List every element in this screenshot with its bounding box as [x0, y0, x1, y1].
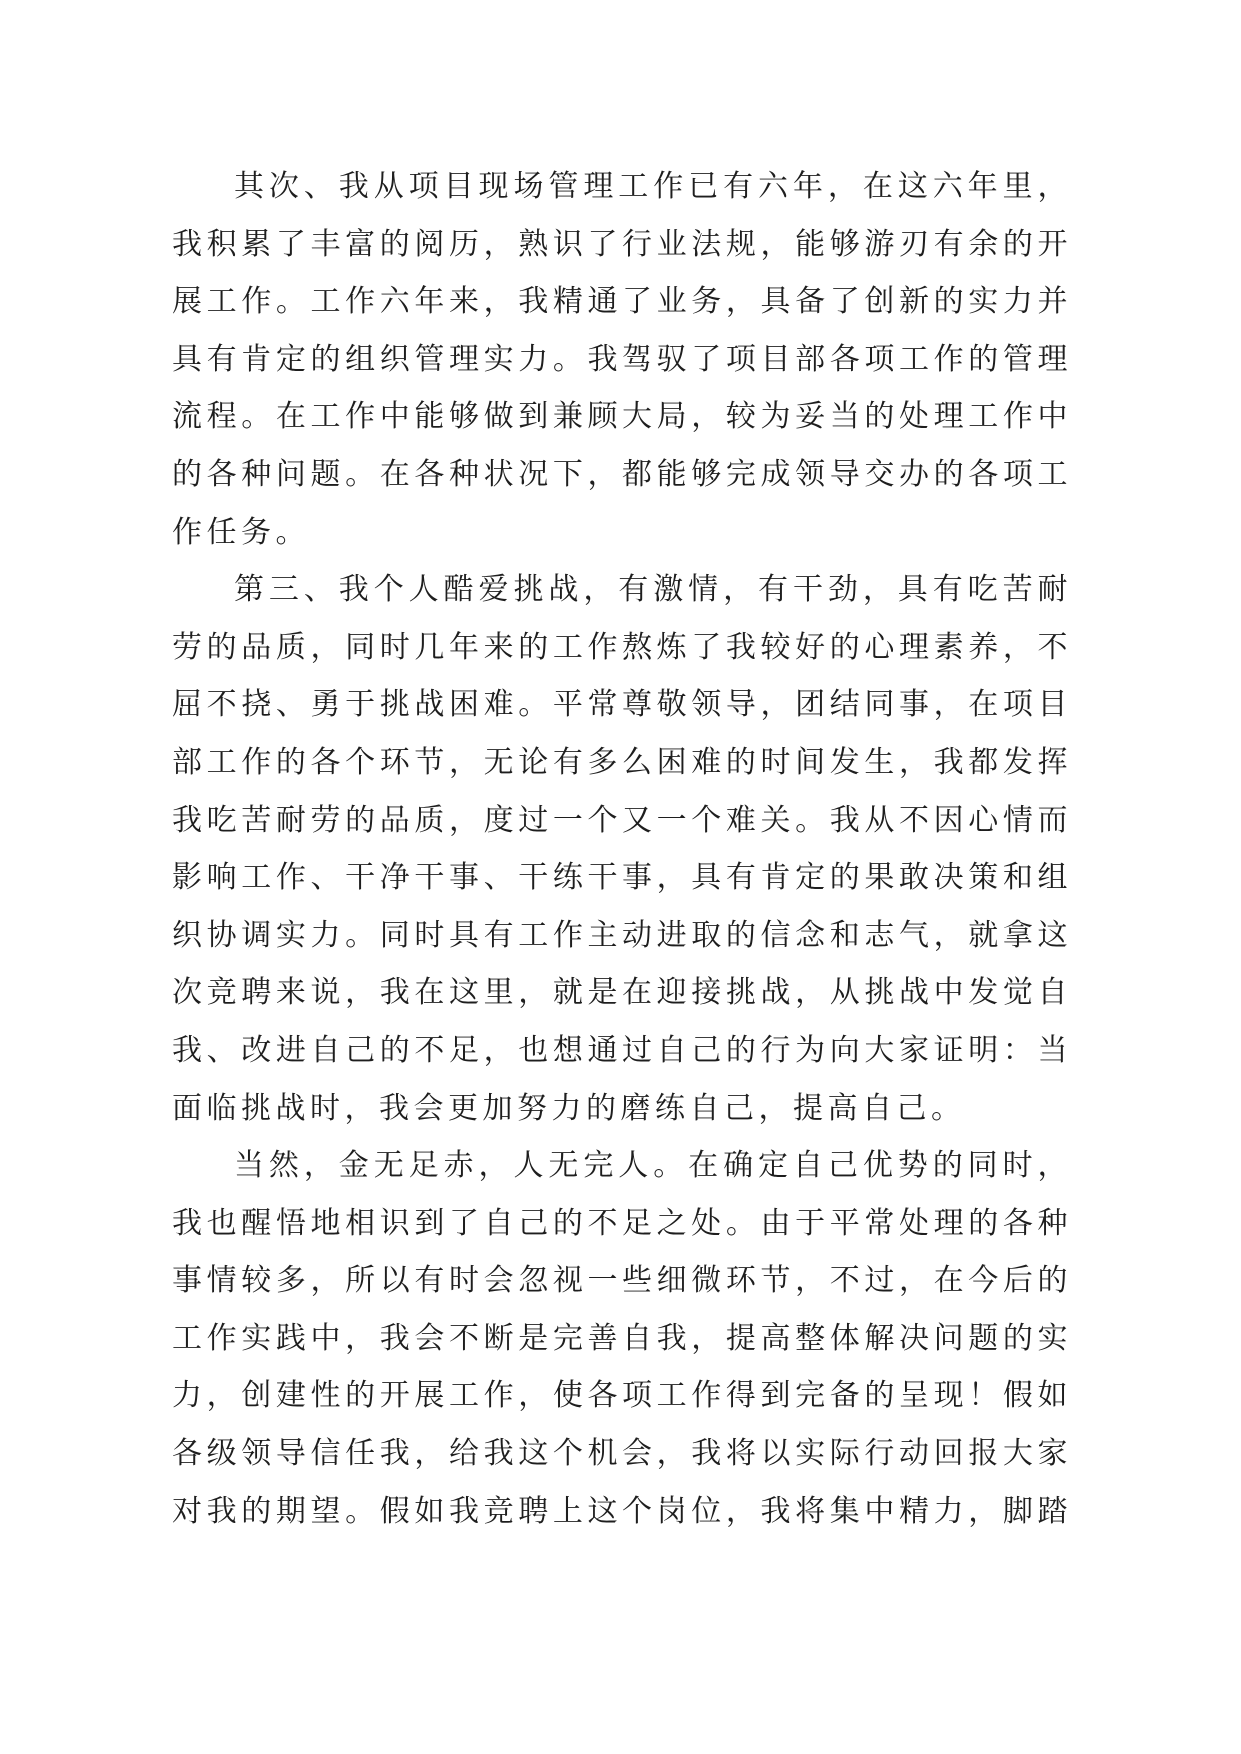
text-line: 工作实践中，我会不断是完善自我，提高整体解决问题的实: [172, 1320, 1072, 1356]
text-line: 的各种问题。在各种状况下，都能够完成领导交办的各项工: [172, 456, 1072, 492]
paragraph-third-point: [172, 561, 1072, 1137]
text-line: 我吃苦耐劳的品质，度过一个又一个难关。我从不因心情而: [172, 802, 1072, 838]
text-line: 第三、我个人酷爱挑战，有激情，有干劲，具有吃苦耐: [234, 572, 1072, 608]
text-line: 具有肯定的组织管理实力。我驾驭了项目部各项工作的管理: [172, 341, 1072, 377]
text-line: 次竞聘来说，我在这里，就是在迎接挑战，从挑战中发觉自: [172, 975, 1072, 1011]
text-line: 屈不挠、勇于挑战困难。平常尊敬领导，团结同事，在项目: [172, 687, 1072, 723]
document-body: [172, 158, 1072, 1540]
paragraph-shortcomings: [172, 1137, 1072, 1540]
text-line: 对我的期望。假如我竞聘上这个岗位，我将集中精力，脚踏: [172, 1493, 1072, 1529]
text-line: 当然，金无足赤，人无完人。在确定自己优势的同时，: [234, 1148, 1072, 1184]
text-line: 流程。在工作中能够做到兼顾大局，较为妥当的处理工作中: [172, 399, 1072, 435]
paragraph-second-point: [172, 158, 1072, 561]
text-line: 展工作。工作六年来，我精通了业务，具备了创新的实力并: [172, 284, 1072, 320]
text-line: 劳的品质，同时几年来的工作熬炼了我较好的心理素养，不: [172, 629, 1072, 665]
text-line: 我积累了丰富的阅历，熟识了行业法规，能够游刃有余的开: [172, 226, 1072, 262]
text-line: 织协调实力。同时具有工作主动进取的信念和志气，就拿这: [172, 917, 1072, 953]
text-line: 事情较多，所以有时会忽视一些细微环节，不过，在今后的: [172, 1263, 1072, 1299]
text-line: 我也醒悟地相识到了自己的不足之处。由于平常处理的各种: [172, 1205, 1072, 1241]
text-line: 影响工作、干净干事、干练干事，具有肯定的果敢决策和组: [172, 860, 1072, 896]
text-line: 作任务。: [172, 514, 310, 550]
text-line: 我、改进自己的不足，也想通过自己的行为向大家证明：当: [172, 1032, 1072, 1068]
text-line: 力，创建性的开展工作，使各项工作得到完备的呈现！假如: [172, 1378, 1072, 1414]
text-line: 部工作的各个环节，无论有多么困难的时间发生，我都发挥: [172, 744, 1072, 780]
text-line: 面临挑战时，我会更加努力的磨练自己，提高自己。: [172, 1090, 966, 1126]
text-line: 各级领导信任我，给我这个机会，我将以实际行动回报大家: [172, 1436, 1072, 1472]
text-line: 其次、我从项目现场管理工作已有六年，在这六年里，: [234, 169, 1072, 204]
